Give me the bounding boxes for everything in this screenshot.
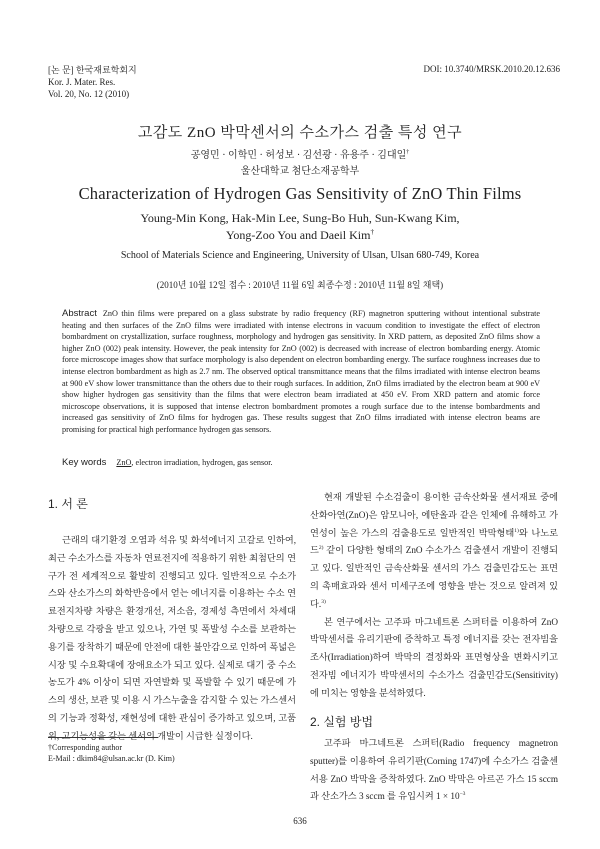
journal-name-en: Kor. J. Mater. Res. (48, 77, 116, 87)
footnote (48, 742, 175, 764)
journal-volume: Vol. 20, No. 12 (2010) (48, 89, 130, 99)
title-korean: 고감도 ZnO 박막센서의 수소가스 검출 특성 연구 (137, 125, 463, 141)
footnote-corresponding: †Corresponding author (48, 743, 122, 752)
methods-exponent: −3 (459, 791, 466, 798)
methods-paragraph (310, 735, 558, 806)
title-english: Characterization of Hydrogen Gas Sensitivity of ZnO Thin Films (78, 184, 522, 203)
keywords (62, 457, 540, 468)
right-paragraph-2: 본 연구에서는 고주파 마그네트론 스퍼터를 이용하여 ZnO 박막센서를 유리기판에 증착하고 특정 에너지를 갖는 전자빔을 조사(Irradiation)하여 박막의 결정화와 표면형상을 변화시키고 전자빔 에너지가 박막센서의 수소가스 검출민감도(Sensitivity)에 미치는 영향을 분석하였다. (310, 616, 558, 698)
authors-english-line1: Young-Min Kong, Hak-Min Lee, Sung-Bo Huh, Sun-Kwang Kim, (140, 211, 460, 225)
footnote-divider (48, 737, 158, 738)
keywords-rest: , electron irradiation, hydrogen, gas sensor. (131, 458, 273, 467)
authors-english (0, 210, 600, 244)
abstract-text: ZnO thin films were prepared on a glass substrate by radio frequency (RF) magnetron sputtering without intentional substrate heating and then surfaces of the ZnO films were irradiated with intense electrons in vacuum condition to investigate the effect of electron bombardment on crystallization, surface roughness, morphology and hydrogen gas sensitivity. In XRD pattern, as deposited ZnO films show a higher ZnO (002) peak intensity. However, the peak intensity for ZnO (002) is decreased with increase of electron bombarding energy. Atomic force microscope images show that surface morphology is also dependent on electron bombarding energy. The surface roughness increases due to intense electron bombardment as high as 2.7 nm. The observed optical transmittance means that the films irradiated with intense electron beams at 900 eV show lower transmittance than the others due to their rough surfaces. In addition, ZnO films irradiated by the electron beam at 900 eV show higher hydrogen gas sensitivity than the films that were electron beam irradiated at 450 eV. From XRD pattern and atomic force microscope observations, it is supposed that intense electron bombardment promotes a rough surface due to the intense bombardments and increased gas sensitivity of ZnO films for hydrogen gas. These results suggest that ZnO films irradiated with intense electron beams are promising for practical high performance hydrogen gas sensors. (62, 309, 540, 434)
authors-korean (0, 146, 600, 161)
corresponding-mark: † (406, 149, 410, 156)
abstract (62, 308, 540, 436)
keyword-zno: ZnO (116, 458, 132, 467)
right-column (310, 489, 558, 703)
ref-1: 1) (514, 527, 519, 534)
doi: DOI: 10.3740/MRSK.2010.20.12.636 (423, 64, 560, 74)
journal-header (48, 64, 137, 100)
received-dates: (2010년 10월 12일 접수 : 2010년 11월 6일 최종수정 : 2010년 11월 8일 채택) (156, 280, 444, 290)
journal-name-ko: [논 문] 한국재료학회지 (48, 65, 137, 75)
authors-english-line2-text: Yong-Zoo You and Daeil Kim (225, 228, 371, 242)
right-p1-b: 와 나노로드 (310, 527, 558, 556)
section1-heading: 1. 서 론 (48, 497, 88, 511)
right-paragraph-1 (310, 489, 558, 614)
authors-english-line2 (0, 227, 600, 244)
abstract-label: Abstract (62, 308, 97, 319)
right-p1-a: 현재 개발된 수소검출이 용이한 금속산화물 센서재료 중에 산화아연(ZnO)은 암모니아, 에탄올과 같은 인체에 유해하고 가연성이 높은 가스의 검출용도로 일반적인 박막형태 (310, 492, 558, 538)
ref-3: 3) (321, 598, 326, 605)
section2-heading: 2. 실험 방법 (310, 715, 374, 729)
affiliation-english: School of Materials Science and Engineering, University of Ulsan, Ulsan 680-749, Korea (120, 250, 480, 261)
methods-text: 고주파 마그네트론 스퍼터(Radio frequency magnetron sputter)를 이용하여 유리기판(Corning 1747)에 수소가스 검출센서용 ZnO 박막을 증착하였다. ZnO 박막은 아르곤 가스 15 sccm과 산소가스 3 sccm 를 유입시켜 1 × 10 (310, 738, 558, 802)
page-number: 636 (293, 816, 307, 826)
affiliation-korean: 울산대학교 첨단소재공학부 (240, 166, 360, 177)
footnote-email: E-Mail : dkim84@ulsan.ac.kr (D. Kim) (48, 754, 175, 763)
corresponding-mark-en: † (370, 228, 375, 236)
section2-body (310, 735, 558, 806)
authors-korean-names: 공영민 · 이학민 · 허성보 · 김선광 · 유용주 · 김대일 (190, 150, 407, 161)
ref-2: 2) (318, 545, 324, 552)
left-column (48, 532, 296, 746)
right-p1-c: 같이 다양한 형태의 ZnO 수소가스 검출센서 개발이 진행되고 있다. 일반적인 금속산화물 센서의 가스 검출민감도는 표면의 촉매효과와 센서 미세구조에 영향을 받는 것으로 알려져 있다. (310, 545, 558, 609)
keywords-label: Key words (62, 457, 107, 468)
intro-paragraph: 근래의 대기환경 오염과 석유 및 화석에너지 고갈로 인하여, 최근 수소가스를 자동차 연료전지에 적용하기 위한 최첨단의 연구가 전 세계적으로 활발히 진행되고 있다. 일반적으로 수소가스와 산소가스의 화학반응에서 얻는 에너지를 이용하는 수소 연료전지차량 차량은 환경개선, 저소음, 경제성 측면에서 차세대 차량으로 각광을 받고 있으나, 가연 및 폭발성 수소를 보관하는 용기를 장착하기 때문에 안전에 대한 불안감으로 인하여 폭넓은 시장 및 수요확대에 장애요소가 되고 있다. 실제로 대기 중 수소농도가 4% 이상이 되면 자연발화 및 폭발할 수 있기 때문에 가스의 생산, 보관 및 이용 시 가스누출을 감지할 수 있는 가스센서의 기능과 정확성, 재현성에 대한 관심이 증가하고 있으며, 고품위, 고기능성을 갖는 센서의 개발이 시급한 실정이다. (48, 535, 296, 741)
